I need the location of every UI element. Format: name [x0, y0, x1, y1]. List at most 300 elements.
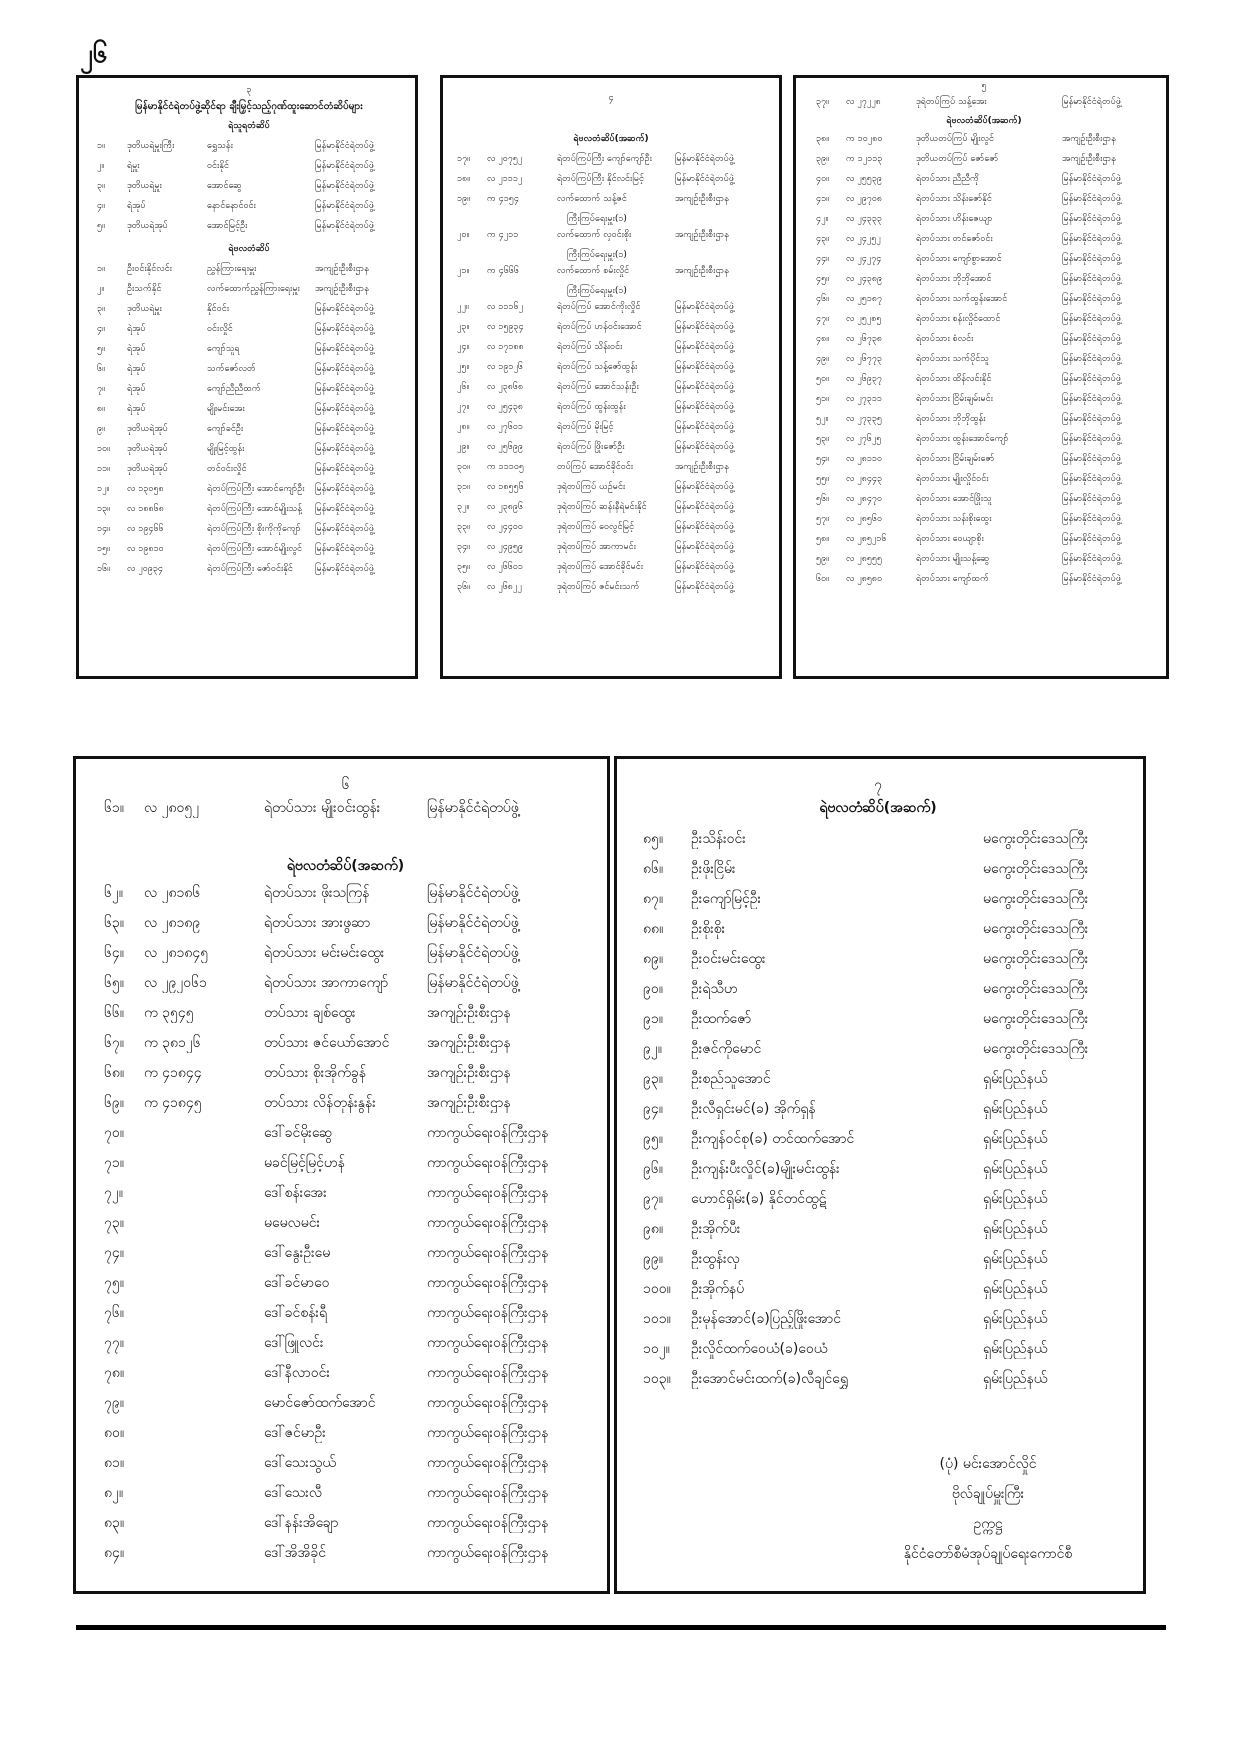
row-identifier: က ၄၁၈၄၅	[144, 1095, 202, 1111]
list-item	[457, 400, 765, 420]
row-unit: အကျဉ်းဦးစီးဌာန	[1062, 154, 1116, 164]
list-item	[643, 1009, 1113, 1039]
row-unit: မြန်မာနိုင်ငံရဲတပ်ဖွဲ့	[427, 800, 519, 816]
row-name: ဦးဇင်ကိုမောင်	[691, 1041, 762, 1057]
row-number: ၁၀၃။	[643, 1371, 671, 1387]
row-name: တပ်သား စိုးအိုက်ခွန်	[264, 1065, 367, 1081]
list-item	[457, 520, 765, 540]
row-number: ၂၉။	[457, 442, 470, 452]
row-unit: အကျဉ်းဦးစီးဌာန	[427, 1035, 511, 1051]
list-item	[643, 1129, 1113, 1159]
row-unit: မြန်မာနိုင်ငံရဲတပ်ဖွဲ့	[1062, 534, 1121, 544]
row-unit: မြန်မာနိုင်ငံရဲတပ်ဖွဲ့	[315, 404, 374, 414]
row-number: ၃။	[97, 181, 105, 191]
row-unit: ကာကွယ်ရေးဝန်ကြီးဌာန	[427, 1185, 549, 1201]
row-continuation: ကြီးကြပ်ရေးမှူး(၁)	[567, 214, 627, 224]
row-name: ရဲတပ်သား စန်းလှိုင်ထောင်	[916, 314, 1001, 324]
list-item	[643, 919, 1113, 949]
row-name: လက်ထောက် လှဝင်းစိုး	[557, 230, 632, 240]
list-item	[104, 1213, 587, 1243]
row-name: ဦးမုန်အောင်(ခ)ပြည့်ဖြိုးအောင်	[691, 1311, 841, 1327]
row-unit: ကာကွယ်ရေးဝန်ကြီးဌာန	[427, 1155, 549, 1171]
row-unit: မြန်မာနိုင်ငံရဲတပ်ဖွဲ့	[675, 482, 734, 492]
row-identifier: ဒုတိယရဲအုပ်	[127, 424, 168, 434]
list-item	[104, 1333, 587, 1363]
row-unit: မြန်မာနိုင်ငံရဲတပ်ဖွဲ့	[1062, 414, 1121, 424]
list-item	[104, 1123, 587, 1153]
list-item	[104, 1393, 587, 1423]
row-number: ၅။	[97, 344, 105, 354]
row-number: ၈၃။	[104, 1515, 125, 1531]
row-unit: မြန်မာနိုင်ငံရဲတပ်ဖွဲ့	[1062, 174, 1121, 184]
row-name: ရဲတပ်ကြပ်ကြီး စိုးကိုကိုကျော်	[207, 524, 301, 534]
row-number: ၇၆။	[104, 1305, 124, 1321]
list-item	[816, 372, 1152, 392]
panel-page-label: ၅	[981, 81, 987, 91]
row-name: ဒုရဲတပ်ကြပ် အာကာမင်း	[557, 542, 636, 552]
row-name: ဦးလှိုင်ထက်ဝေယံ(ခ)ဝေယံ	[691, 1341, 828, 1357]
row-unit: မြန်မာနိုင်ငံရဲတပ်ဖွဲ့	[1062, 214, 1121, 224]
list-item	[457, 440, 765, 460]
list-item	[816, 212, 1152, 232]
row-identifier: လ ၂၈၀၅၂	[144, 800, 200, 816]
list-item	[816, 192, 1152, 212]
row-identifier: လ ၂၅၆၉၉	[487, 442, 523, 452]
row-number: ၅၉။	[816, 554, 829, 564]
list-item	[457, 340, 765, 360]
list-item	[97, 402, 401, 422]
row-number: ၉၀။	[643, 981, 663, 997]
list-item	[97, 159, 401, 179]
row-name: ရဲတပ်သား သက်ထွန်းအောင်	[916, 294, 1008, 304]
row-number: ၉၉။	[643, 1251, 663, 1267]
row-unit: မကွေးတိုင်းဒေသကြီး	[983, 1041, 1089, 1057]
list-item	[104, 1423, 587, 1453]
row-name: တပ်သား ချစ်ထွေး	[264, 1005, 356, 1021]
row-identifier: ဒုတိယရဲမှူး	[127, 181, 162, 191]
row-name: ကျော်ညီညီထက်	[207, 384, 261, 394]
list-item	[457, 264, 765, 284]
row-number: ၂၈။	[457, 422, 470, 432]
list-item	[816, 132, 1152, 152]
list-item	[457, 320, 765, 340]
row-identifier: လ ၂၅၁၈၇	[846, 294, 883, 304]
row-identifier: လ ၁၉၄၆၆	[127, 524, 164, 534]
row-unit: မြန်မာနိုင်ငံရဲတပ်ဖွဲ့	[427, 945, 519, 961]
panel-5	[614, 756, 1146, 1594]
row-unit: မကွေးတိုင်းဒေသကြီး	[983, 891, 1089, 907]
row-unit: မြန်မာနိုင်ငံရဲတပ်ဖွဲ့	[1062, 354, 1121, 364]
row-number: ၇၇။	[104, 1335, 124, 1351]
row-unit: မြန်မာနိုင်ငံရဲတပ်ဖွဲ့	[1062, 574, 1121, 584]
row-number: ၇၀။	[104, 1125, 124, 1141]
row-unit: မြန်မာနိုင်ငံရဲတပ်ဖွဲ့	[315, 424, 374, 434]
row-number: ၇၈။	[104, 1365, 125, 1381]
row-unit: မြန်မာနိုင်ငံရဲတပ်ဖွဲ့	[1062, 334, 1121, 344]
row-number: ၆၅။	[104, 975, 124, 991]
row-unit: မြန်မာနိုင်ငံရဲတပ်ဖွဲ့	[315, 181, 374, 191]
row-number: ၄၁။	[816, 194, 829, 204]
row-name: ရဲတပ်ကြပ်ကြီး အောင်မျိုးသန့်	[207, 504, 302, 514]
row-identifier: လ ၂၈၅၅၅	[846, 554, 883, 564]
row-number: ၅၈။	[816, 534, 829, 544]
list-item	[104, 1303, 587, 1333]
row-unit: ကာကွယ်ရေးဝန်ကြီးဌာန	[427, 1425, 549, 1441]
row-identifier: လ ၁၃၀၅၈	[127, 484, 164, 494]
row-name: ရဲတပ်သား ထွန်းအောင်ကျော်	[916, 434, 1009, 444]
row-identifier: လ ၁၇၁၈၈	[487, 342, 524, 352]
panel-page-label: ၇	[874, 777, 882, 793]
row-number: ၅၁။	[816, 394, 829, 404]
row-number: ၇၁။	[104, 1155, 124, 1171]
row-identifier: က ၁၀၂၈၀	[846, 134, 883, 144]
list-item	[816, 352, 1152, 372]
row-unit: ကာကွယ်ရေးဝန်ကြီးဌာန	[427, 1215, 549, 1231]
list-item	[643, 1219, 1113, 1249]
row-number: ၂၁။	[457, 266, 470, 276]
row-identifier: လ ၂၈၄၇၀	[846, 494, 883, 504]
row-unit: မြန်မာနိုင်ငံရဲတပ်ဖွဲ့	[675, 402, 734, 412]
list-item	[816, 252, 1152, 272]
row-name: လက်ထောက် သန့်ဇင်	[557, 194, 627, 204]
row-number: ၉၇။	[643, 1191, 663, 1207]
row-identifier: လ ၂၁၁၁၂	[487, 174, 523, 184]
row-name: ရဲတပ်သား အာကာကျော်	[264, 975, 389, 991]
row-name: ရဲတပ်ကြပ်ကြီး အောင်ကျော်ဦး	[207, 484, 305, 494]
row-name: ရဲတပ်သား ငြိမ်းချမ်းဇော်	[916, 454, 995, 464]
row-identifier: လ ၂၇၆၂၅	[846, 434, 882, 444]
list-item	[816, 172, 1152, 192]
row-number: ၃၆။	[457, 582, 470, 592]
row-name: ဒုတိယတပ်ကြပ် ဇော်ဇော်	[916, 154, 999, 164]
row-identifier: လ ၁၉၁၂၆	[487, 362, 523, 372]
list-item	[643, 889, 1113, 919]
row-unit: မြန်မာနိုင်ငံရဲတပ်ဖွဲ့	[1062, 194, 1121, 204]
list-item	[97, 462, 401, 482]
row-unit: မြန်မာနိုင်ငံရဲတပ်ဖွဲ့	[315, 221, 374, 231]
row-name: တပ်သား လိန်တုန်းနွန်း	[264, 1095, 376, 1111]
row-number: ၉၅။	[643, 1131, 663, 1147]
row-unit: ကာကွယ်ရေးဝန်ကြီးဌာန	[427, 1365, 549, 1381]
list-item	[643, 1069, 1113, 1099]
row-unit: ရှမ်းပြည်နယ်	[983, 1311, 1048, 1327]
row-identifier: လ ၂၄၂၇၄	[846, 254, 882, 264]
row-unit: မြန်မာနိုင်ငံရဲတပ်ဖွဲ့	[1062, 294, 1121, 304]
row-name: ရဲတပ်ကြပ် ဟန်ဝင်းအောင်	[557, 322, 642, 332]
row-name: ဦးကျော်မြင့်ဦး	[691, 891, 762, 907]
row-name: ရဲတပ်သား သန်းစိုးထွေး	[916, 514, 992, 524]
row-number: ၆၀။	[816, 574, 829, 584]
row-number: ၈၇။	[643, 891, 664, 907]
row-name: ဦးစိုးစိုး	[691, 921, 726, 937]
row-identifier: ရဲအုပ်	[127, 201, 146, 211]
list-item	[816, 472, 1152, 492]
row-name: ရဲတပ်သား အားဖွဆာ	[264, 915, 371, 931]
list-item	[97, 502, 401, 522]
row-number: ၃၈။	[816, 134, 829, 144]
list-item	[457, 420, 765, 440]
row-name: ဝင်းနိုင်	[207, 161, 229, 171]
row-unit: ရှမ်းပြည်နယ်	[983, 1101, 1048, 1117]
section-heading: ရဲဗလတံဆိပ်(အဆက်)	[946, 116, 1022, 126]
row-unit: ကာကွယ်ရေးဝန်ကြီးဌာန	[427, 1245, 549, 1261]
row-unit: အကျဉ်းဦးစီးဌာန	[1062, 134, 1116, 144]
row-name: ရဲတပ်သား အောင်ဖြိုးသူ	[916, 494, 992, 504]
row-continuation: ကြီးကြပ်ရေးမှူး(၁)	[567, 250, 627, 260]
row-identifier: က ၄၂၁၁	[487, 230, 519, 240]
row-number: ၁၂။	[97, 484, 110, 494]
row-number: ၃၇။	[816, 97, 829, 107]
row-number: ၆။	[97, 364, 105, 374]
row-name: ဦးကျန်းပီးလှိုင်(ခ)မျိုးမင်းထွန်း	[691, 1161, 840, 1177]
row-number: ၈၉။	[643, 951, 664, 967]
row-name: ဦးဝင်းမင်းထွေး	[691, 951, 766, 967]
row-name: ရဲတပ်ကြပ် သိန်းဝင်း	[557, 342, 623, 352]
row-unit: မြန်မာနိုင်ငံရဲတပ်ဖွဲ့	[675, 342, 734, 352]
row-name: ဦးကျန်ဝင်စု(ခ) တင်ထက်အောင်	[691, 1131, 855, 1147]
row-number: ၃၉။	[816, 154, 829, 164]
row-identifier: လ ၂၆၇၃၈	[846, 334, 883, 344]
row-identifier: လ ၂၀၇၅၂	[487, 154, 523, 164]
panel-title: မြန်မာနိုင်ငံရဲတပ်ဖွဲ့ဆိုင်ရာ ချီးမြှင့်သည့်ဂုဏ်ထူးဆောင်တံဆိပ်များ	[135, 101, 363, 112]
row-identifier: က ၄၁၅၄	[487, 194, 519, 204]
row-name: ရဲတပ်သား တင်ဇော်ဝင်း	[916, 234, 993, 244]
row-identifier: ရဲအုပ်	[127, 384, 146, 394]
row-number: ၉၂။	[643, 1041, 662, 1057]
row-name: ရဲတပ်ကြပ် မိုးမြင့်	[557, 422, 614, 432]
row-number: ၆၂။	[104, 885, 123, 901]
row-number: ၈။	[97, 404, 105, 414]
section-heading: ရဲဗလတံဆိပ်(အဆက်)	[573, 134, 649, 144]
row-name: လက်ထောက် စမ်းလှိုင်	[557, 266, 630, 276]
signature-rank: ဗိုလ်ချုပ်မှူးကြီး	[951, 1486, 1025, 1502]
row-number: ၅၇။	[816, 514, 829, 524]
row-unit: မြန်မာနိုင်ငံရဲတပ်ဖွဲ့	[427, 915, 519, 931]
row-identifier: က ၃၅၄၅	[144, 1005, 194, 1021]
row-name: အောင်မြင့်ဦး	[207, 221, 248, 231]
row-identifier: က ၁၁၁၀၅	[487, 462, 524, 472]
row-name: တပ်သား ဇင်ယော်အောင်	[264, 1035, 390, 1051]
row-unit: ရှမ်းပြည်နယ်	[983, 1221, 1048, 1237]
row-identifier: ရဲမှူး	[127, 161, 140, 171]
row-number: ၂၇။	[457, 402, 470, 412]
row-number: ၃၅။	[457, 562, 470, 572]
list-item	[816, 492, 1152, 512]
row-unit: မြန်မာနိုင်ငံရဲတပ်ဖွဲ့	[675, 382, 734, 392]
list-item	[643, 1279, 1113, 1309]
row-unit: မြန်မာနိုင်ငံရဲတပ်ဖွဲ့	[1062, 274, 1121, 284]
list-item	[643, 859, 1113, 889]
row-identifier: လ ၂၈၄၄၃	[846, 474, 883, 484]
row-number: ၁၀။	[97, 444, 110, 454]
row-number: ၃၀။	[457, 462, 470, 472]
list-item	[97, 522, 401, 542]
row-number: ၁။	[97, 141, 105, 151]
list-item	[643, 949, 1113, 979]
row-identifier: က ၁၂၁၁၃	[846, 154, 883, 164]
row-identifier: လ ၁၈၈၆၈	[127, 504, 164, 514]
list-item	[104, 1363, 587, 1393]
row-number: ၆၉။	[104, 1095, 124, 1111]
list-item	[104, 943, 587, 973]
list-item	[816, 95, 1152, 115]
row-identifier: လ ၂၈၁၈၆	[144, 885, 201, 901]
row-identifier: လ ၂၄၄၀၀	[487, 522, 523, 532]
row-name: ဒေါ်ခင်မိုးဆွေ	[264, 1125, 333, 1141]
signature-council: နိုင်ငံတော်စီမံအုပ်ချုပ်ရေးကောင်စီ	[903, 1546, 1073, 1562]
list-item	[457, 380, 765, 400]
row-name: ဒုရဲတပ်ကြပ် အောင်ခိုင်မင်း	[557, 562, 644, 572]
list-item	[97, 179, 401, 199]
panel-1	[76, 75, 418, 679]
signature-block	[643, 1449, 1113, 1569]
list-item	[457, 540, 765, 560]
row-unit: မြန်မာနိုင်ငံရဲတပ်ဖွဲ့	[1062, 494, 1121, 504]
row-number: ၈၆။	[643, 861, 664, 877]
row-unit: အကျဉ်းဦးစီးဌာန	[675, 266, 729, 276]
row-identifier: လ ၂၈၅၂၁၆	[846, 534, 887, 544]
row-unit: ရှမ်းပြည်နယ်	[983, 1371, 1048, 1387]
row-unit: ကာကွယ်ရေးဝန်ကြီးဌာန	[427, 1545, 549, 1561]
row-unit: မြန်မာနိုင်ငံရဲတပ်ဖွဲ့	[315, 304, 374, 314]
row-name: မျိုးမြင့်ထွန်း	[207, 444, 245, 454]
section-heading: ရဲဗလတံဆိပ်(အဆက်)	[286, 858, 405, 874]
row-number: ၂၆။	[457, 382, 470, 392]
row-identifier: လ ၁၉၈၁၀	[127, 544, 164, 554]
row-number: ၇၉။	[104, 1395, 124, 1411]
row-number: ၁၇။	[457, 154, 470, 164]
list-item	[457, 300, 765, 320]
row-name: နောင်နောင်ဝင်း	[207, 201, 256, 211]
row-identifier: လ ၂၅၂၈၅	[846, 314, 882, 324]
row-identifier: လ ၂၇၂၂၈	[846, 97, 881, 107]
row-number: ၈၅။	[643, 831, 664, 847]
list-item	[97, 302, 401, 322]
row-name: ဦးထက်ဇော်	[691, 1011, 752, 1027]
row-number: ၅၄။	[816, 454, 829, 464]
row-identifier: လ ၂၆၈၂၂	[487, 582, 522, 592]
row-number: ၂၂။	[457, 302, 469, 312]
row-number: ၄၂။	[816, 214, 829, 224]
row-name: ရဲတပ်သား ဘိုဘိုအောင်	[916, 274, 992, 284]
row-unit: မကွေးတိုင်းဒေသကြီး	[983, 981, 1089, 997]
panel-page-label: ၆	[341, 777, 350, 793]
list-item	[457, 228, 765, 248]
row-unit: မြန်မာနိုင်ငံရဲတပ်ဖွဲ့	[675, 302, 734, 312]
row-unit: မြန်မာနိုင်ငံရဲတပ်ဖွဲ့	[427, 975, 519, 991]
row-unit: မြန်မာနိုင်ငံရဲတပ်ဖွဲ့	[1062, 474, 1121, 484]
row-identifier: ဦးသက်နိုင်	[127, 284, 162, 294]
list-item	[816, 572, 1152, 592]
row-unit: မြန်မာနိုင်ငံရဲတပ်ဖွဲ့	[1062, 374, 1121, 384]
row-name: ဒေါ်စန်းအေး	[264, 1185, 327, 1201]
row-unit: မြန်မာနိုင်ငံရဲတပ်ဖွဲ့	[1062, 234, 1121, 244]
row-number: ၄၈။	[816, 334, 829, 344]
list-item	[104, 1033, 587, 1063]
row-name: ဦးစည်သူအောင်	[691, 1071, 771, 1087]
list-item	[457, 580, 765, 600]
list-item	[97, 422, 401, 442]
row-number: ၅၅။	[816, 474, 829, 484]
row-number: ၆၃။	[104, 915, 124, 931]
row-identifier: လ ၂၈၁၁၀	[846, 454, 883, 464]
list-item	[643, 1369, 1113, 1399]
row-unit: မြန်မာနိုင်ငံရဲတပ်ဖွဲ့	[427, 885, 519, 901]
row-number: ၄၄။	[816, 254, 829, 264]
row-name: ဦးလီရှင်းမင်(ခ) အိုက်ရှန်	[691, 1101, 816, 1117]
row-unit: မြန်မာနိုင်ငံရဲတပ်ဖွဲ့	[675, 322, 734, 332]
row-unit: မြန်မာနိုင်ငံရဲတပ်ဖွဲ့	[315, 364, 374, 374]
row-number: ၈၀။	[104, 1425, 125, 1441]
row-unit: မြန်မာနိုင်ငံရဲတပ်ဖွဲ့	[315, 464, 374, 474]
list-item	[97, 542, 401, 562]
list-item	[816, 452, 1152, 472]
row-number: ၄၆။	[816, 294, 829, 304]
row-name: မျိုးမင်းအေး	[207, 404, 245, 414]
row-unit: မြန်မာနိုင်ငံရဲတပ်ဖွဲ့	[315, 484, 374, 494]
row-number: ၈၈။	[643, 921, 664, 937]
row-identifier: လ ၁၈၅၅၆	[487, 482, 524, 492]
list-item	[643, 1159, 1113, 1189]
row-name: ဒုရဲတပ်ကြပ် ယဉ်မင်း	[557, 482, 626, 492]
row-number: ၉။	[97, 424, 105, 434]
list-item	[104, 913, 587, 943]
list-item	[104, 973, 587, 1003]
list-item	[104, 1003, 587, 1033]
row-unit: မကွေးတိုင်းဒေသကြီး	[983, 951, 1089, 967]
row-unit: ရှမ်းပြည်နယ်	[983, 1071, 1048, 1087]
row-name: ကျော်သူရ	[207, 344, 240, 354]
row-name: ရဲတပ်သား ဝေယျာစိုး	[916, 534, 984, 544]
row-unit: မြန်မာနိုင်ငံရဲတပ်ဖွဲ့	[315, 201, 374, 211]
row-identifier: လ ၂၀၉၃၄	[127, 564, 163, 574]
row-number: ၁၅။	[97, 544, 110, 554]
row-unit: မြန်မာနိုင်ငံရဲတပ်ဖွဲ့	[315, 524, 374, 534]
row-number: ၆၁။	[104, 800, 124, 816]
row-number: ၅၃။	[816, 434, 829, 444]
row-unit: မြန်မာနိုင်ငံရဲတပ်ဖွဲ့	[1062, 454, 1121, 464]
row-identifier: ရဲအုပ်	[127, 364, 146, 374]
row-number: ၁။	[97, 264, 105, 274]
row-unit: မြန်မာနိုင်ငံရဲတပ်ဖွဲ့	[315, 504, 374, 514]
row-number: ၅၂။	[816, 414, 829, 424]
row-unit: အကျဉ်းဦးစီးဌာန	[427, 1005, 511, 1021]
row-name: ရဲတပ်သား မျိုးဝင်းထွန်း	[264, 800, 381, 816]
list-item	[643, 1309, 1113, 1339]
list-item	[97, 282, 401, 302]
list-item	[816, 512, 1152, 532]
row-unit: မြန်မာနိုင်ငံရဲတပ်ဖွဲ့	[675, 522, 734, 532]
row-name: ဦးအိုက်နပ်	[691, 1281, 745, 1297]
row-unit: ကာကွယ်ရေးဝန်ကြီးဌာန	[427, 1125, 549, 1141]
row-identifier: လ ၁၅၉၃၄	[487, 322, 524, 332]
row-unit: မြန်မာနိုင်ငံရဲတပ်ဖွဲ့	[315, 141, 374, 151]
row-unit: မကွေးတိုင်းဒေသကြီး	[983, 861, 1089, 877]
row-name: လက်ထောက်ညွှန်ကြားရေးမှူး	[207, 284, 300, 294]
row-name: ရဲတပ်ကြပ် ဖြိုးဇော်ဦး	[557, 442, 625, 452]
row-identifier: လ ၁၁၁၆၂	[487, 302, 523, 312]
row-name: ဒုရဲတပ်ကြပ် ဆန်းနီရဲမင်းနိုင်	[557, 502, 647, 512]
list-item	[816, 432, 1152, 452]
list-item	[457, 192, 765, 212]
row-identifier: ရဲအုပ်	[127, 404, 146, 414]
row-number: ၄။	[97, 201, 105, 211]
row-name: ဒေါ်သေးသွယ်	[264, 1455, 336, 1471]
row-number: ၉၃။	[643, 1071, 663, 1087]
row-name: ရဲတပ်ကြပ် အောင်သန်းဦး	[557, 382, 639, 392]
row-unit: ကာကွယ်ရေးဝန်ကြီးဌာန	[427, 1335, 549, 1351]
row-identifier: လ ၂၅၅၃၉	[846, 174, 882, 184]
